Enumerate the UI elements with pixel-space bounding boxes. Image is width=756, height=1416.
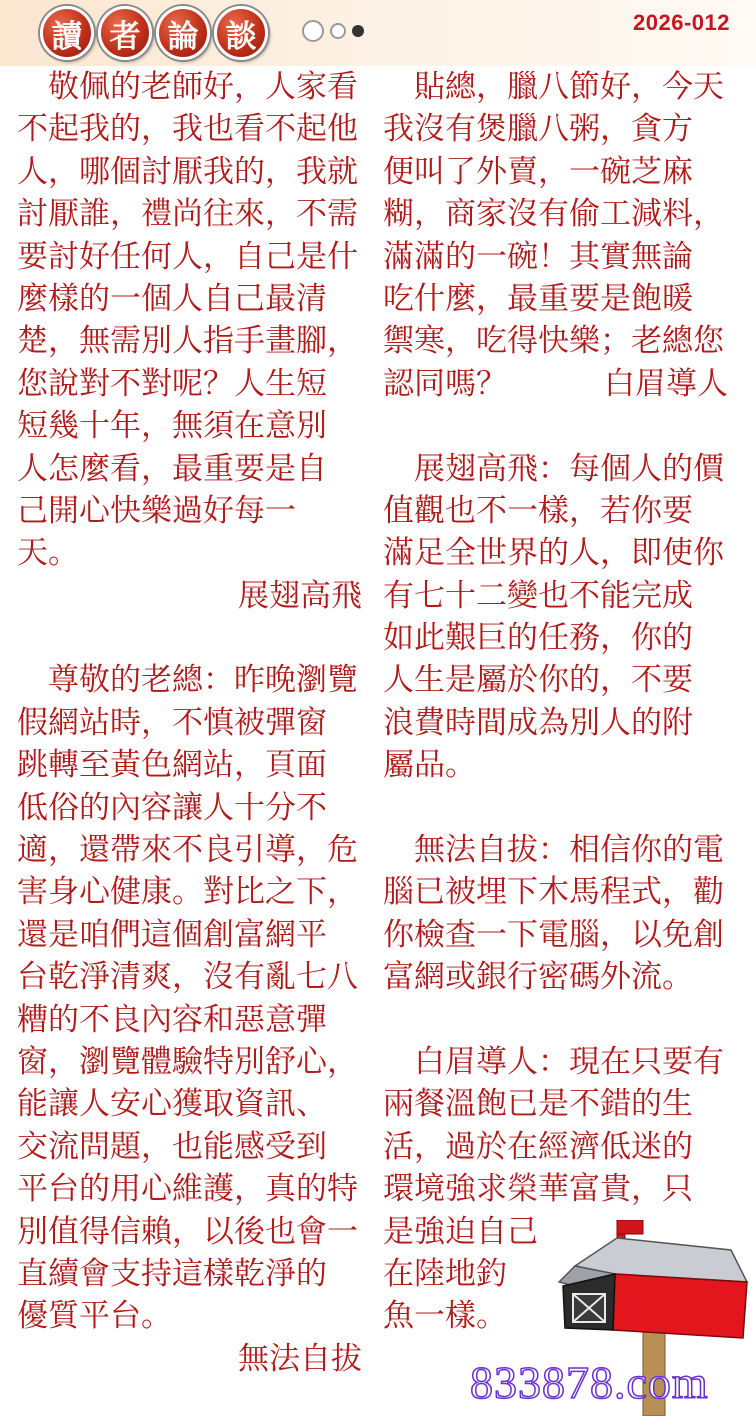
text-line: 無法自拔：相信你的電 (383, 832, 724, 869)
dot-icon (330, 23, 346, 39)
text-line: 在陸地釣 (383, 1255, 507, 1292)
text-line: 還是咱們這個創富網平 (17, 916, 327, 953)
text-line: 浪費時間成為別人的附 (383, 704, 693, 741)
text-line-with-signature (383, 363, 728, 405)
text-line: 展翅高飛：每個人的價 (383, 450, 724, 487)
text-line: 尊敬的老總：昨晚瀏覽 (17, 662, 358, 699)
text-line: 平台的用心維護，真的特 (17, 1171, 358, 1208)
spacer (17, 617, 362, 659)
text-line: 屬品。 (383, 747, 476, 784)
letter-signature: 無法自拔 (238, 1340, 362, 1377)
letter-zhanchi (17, 66, 362, 617)
title-char: 者 (98, 6, 152, 60)
spacer (383, 999, 728, 1041)
text-line: 人生是屬於你的，不要 (383, 662, 693, 699)
text-line: 不起我的，我也看不起他 (17, 111, 358, 148)
text-line: 認同嗎？ (383, 365, 507, 402)
text-line: 台乾淨清爽，沒有亂七八 (17, 959, 358, 996)
text-line: 魚一樣。 (383, 1298, 507, 1335)
text-line: 你檢查一下電腦，以免創 (383, 916, 724, 953)
dot-icon (302, 20, 324, 42)
text-line: 短幾十年，無須在意別 (17, 408, 327, 445)
letter-baimei (383, 66, 728, 405)
text-line: 富網或銀行密碼外流。 (383, 959, 693, 996)
text-line: 環境強求榮華富貴，只 (383, 1171, 693, 1208)
text-line: 適，還帶來不良引導，危 (17, 832, 358, 869)
text-line: 腦已被埋下木馬程式，勸 (383, 874, 724, 911)
text-line: 楚，無需別人指手畫腳， (17, 323, 358, 360)
spacer (383, 405, 728, 447)
text-line: 敬佩的老師好，人家看 (17, 69, 358, 105)
text-line: 天。 (17, 535, 79, 572)
text-line: 如此艱巨的任務，你的 (383, 620, 693, 657)
text-line: 直續會支持這樣乾淨的 (17, 1255, 327, 1292)
letter-signature: 白眉導人 (604, 365, 728, 402)
text-line: 糊，商家沒有偷工減料， (383, 196, 724, 233)
header-bar (0, 0, 756, 66)
decorative-dots (302, 20, 364, 42)
text-line: 有七十二變也不能完成 (383, 577, 693, 614)
text-line: 能讓人安心獲取資訊、 (17, 1086, 327, 1123)
text-line: 您說對不對呢？人生短 (17, 365, 327, 402)
text-line: 別值得信賴，以後也會一 (17, 1213, 358, 1250)
text-line: 己開心快樂過好每一 (17, 492, 296, 529)
reply-wufa (383, 829, 728, 999)
text-line: 跳轉至黃色網站，頁面 (17, 747, 327, 784)
text-line: 糟的不良內容和惡意彈 (17, 1001, 327, 1038)
text-line: 害身心健康。對比之下， (17, 874, 358, 911)
text-line: 人，哪個討厭我的，我就 (17, 153, 358, 190)
section-title (40, 6, 268, 60)
text-line: 低俗的內容讓人十分不 (17, 789, 327, 826)
text-line: 是強迫自己 (383, 1213, 538, 1250)
letter-wufa (17, 659, 362, 1380)
title-char: 讀 (40, 6, 94, 60)
text-line: 人怎麼看，最重要是自 (17, 450, 327, 487)
text-line: 吃什麼，最重要是飽暖 (383, 280, 693, 317)
text-line: 要討好任何人，自己是什 (17, 238, 358, 275)
right-column (383, 66, 728, 1338)
text-line: 兩餐溫飽已是不錯的生 (383, 1086, 693, 1123)
dot-icon (352, 25, 364, 37)
text-line: 假網站時，不慎被彈窗 (17, 704, 327, 741)
text-line: 滿足全世界的人，即使你 (383, 535, 724, 572)
title-char: 論 (156, 6, 210, 60)
text-line: 優質平台。 (17, 1298, 172, 1335)
text-line: 麼樣的一個人自己最清 (17, 280, 327, 317)
text-line: 滿滿的一碗！其實無論 (383, 238, 693, 275)
text-line: 貼總，臘八節好，今天 (383, 69, 724, 105)
text-line: 白眉導人：現在只要有 (383, 1043, 724, 1080)
left-column (17, 66, 362, 1380)
text-line: 討厭誰，禮尚往來，不需 (17, 196, 358, 233)
text-line: 窗，瀏覽體驗特別舒心， (17, 1043, 358, 1080)
text-line: 交流問題，也能感受到 (17, 1128, 327, 1165)
title-char: 談 (214, 6, 268, 60)
text-line: 禦寒，吃得快樂；老總您 (383, 323, 724, 360)
spacer (383, 787, 728, 829)
letter-signature: 展翅高飛 (238, 577, 362, 614)
watermark: 833878.com (470, 1357, 709, 1408)
text-line: 值觀也不一樣，若你要 (383, 492, 693, 529)
text-line: 我沒有煲臘八粥，貪方 (383, 111, 693, 148)
text-line: 活，過於在經濟低迷的 (383, 1128, 693, 1165)
reply-zhanchi (383, 448, 728, 787)
text-line: 便叫了外賣，一碗芝麻 (383, 153, 693, 190)
issue-number: 2026-012 (633, 10, 730, 35)
